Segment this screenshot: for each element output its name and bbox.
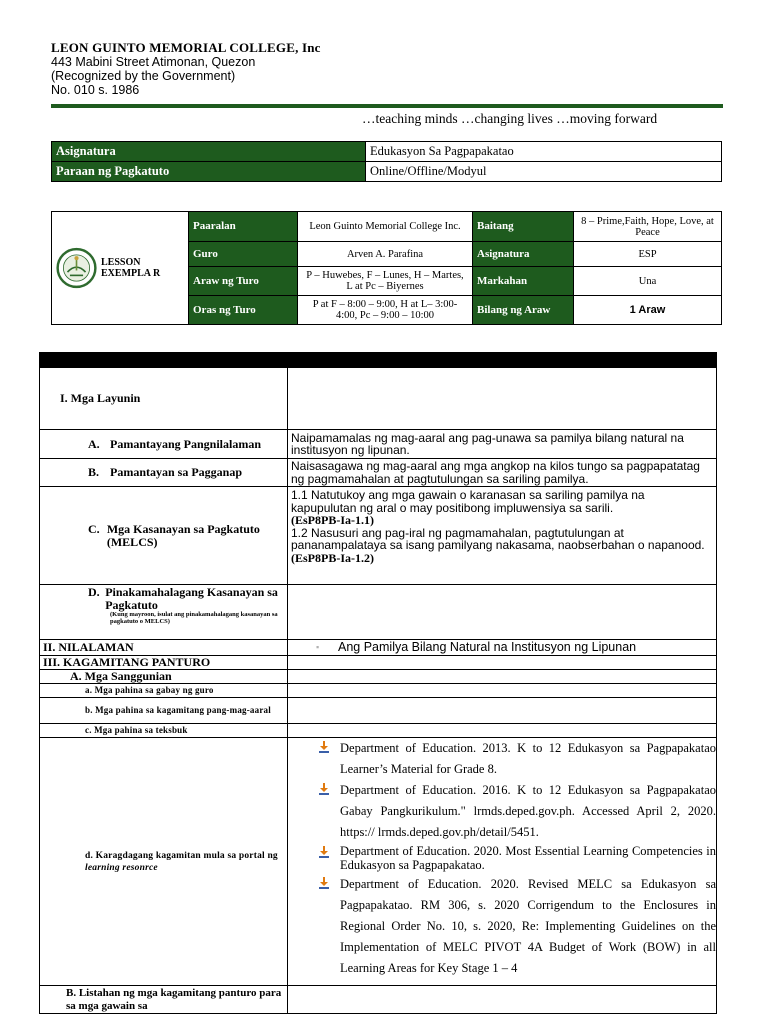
references-cell xyxy=(288,738,717,986)
objective-label xyxy=(40,487,288,585)
exemplar-value: P at F – 8:00 – 9:00, H at L– 3:00- 4:00, Pc – 9:00 – 10:00 xyxy=(298,296,473,325)
nilalaman-label: II. NILALAMAN xyxy=(40,640,288,656)
nilalaman-row xyxy=(40,640,717,656)
objective-title: Pamantayan sa Pagganap xyxy=(110,465,243,480)
exemplar-label: Bilang ng Araw xyxy=(473,296,574,325)
sanggunian-label: A. Mga Sanggunian xyxy=(40,670,288,684)
objective-label xyxy=(40,459,288,487)
school-tagline: …teaching minds …changing lives …moving forward xyxy=(362,111,658,126)
bullet-arrow-icon xyxy=(318,741,330,753)
exemplar-value: ESP xyxy=(574,242,722,267)
exemplar-label: Asignatura xyxy=(473,242,574,267)
school-seal-icon xyxy=(56,243,97,293)
objective-letter: A. xyxy=(88,436,100,451)
bullet-arrow-icon xyxy=(318,877,330,889)
listahan-label: B. Listahan ng mga kagamitang panturo para sa mga gawain sa xyxy=(40,986,288,1014)
melcs-text: 1.2 Nasusuri ang pag-iral ng pagmamahalan, pagtutulungan at pananampalataya sa isang pamilyang nakasama, naobserbahan o napanood. xyxy=(291,525,705,552)
school-address: 443 Mabini Street Atimonan, Quezon xyxy=(51,55,256,69)
reference-item: Department of Education. 2020. Revised MELC sa Edukasyon sa Pagpapakatao. RM 306, s. 2020 Corrigendum to the Enclosures in Regional Order No. 10, s. 2020, Re: Implementing Guidelines on the Implementation of MELC PIVOT 4A Budget of Work (BOW) in all Learning Areas for Key Stage 1 – 4 xyxy=(288,874,716,985)
lesson-exemplar-table xyxy=(51,211,722,325)
melcs-code: (EsP8PB-Ia-1.1) xyxy=(291,513,374,527)
exemplar-row xyxy=(52,212,722,242)
layunin-label: I. Mga Layunin xyxy=(40,368,288,430)
sanggunian-sub-label: b. Mga pahina sa kagamitang pang-mag-aaral xyxy=(40,698,288,724)
exemplar-label: Markahan xyxy=(473,267,574,296)
listahan-row xyxy=(40,986,717,1014)
sanggunian-sub-row xyxy=(40,724,717,738)
subject-table xyxy=(51,141,722,182)
school-number: No. 010 s. 1986 xyxy=(51,83,140,97)
exemplar-label: Guro xyxy=(189,242,298,267)
kagamitan-row xyxy=(40,656,717,670)
bullet-icon: ▪ xyxy=(316,642,320,652)
references-row xyxy=(40,738,717,986)
subject-value: Edukasyon Sa Pagpapakatao xyxy=(366,142,722,162)
melcs-code: (EsP8PB-Ia-1.2) xyxy=(291,550,374,565)
exemplar-label: Oras ng Turo xyxy=(189,296,298,325)
objective-value: Naipamamalas ng mag-aaral ang pag-unawa sa pamilya bilang natural na institusyon ng lipunan. xyxy=(288,430,717,459)
kagamitan-label: III. KAGAMITANG PANTURO xyxy=(40,656,288,670)
objective-label xyxy=(40,430,288,459)
reference-item: Department of Education. 2016. K to 12 Edukasyon sa Pagpapakatao Gabay Pangkurikulum." lrmds.deped.gov.ph. Accessed April 2, 2020. https:// lrmds.deped.gov.ph/detail/5451. xyxy=(288,780,716,843)
objective-row xyxy=(40,585,717,640)
header-divider xyxy=(51,104,723,108)
subject-row xyxy=(52,162,722,182)
objective-row xyxy=(40,430,717,459)
sanggunian-row xyxy=(40,670,717,684)
subject-value: Online/Offline/Modyul xyxy=(366,162,722,182)
references-list xyxy=(288,738,716,985)
sanggunian-sub-label: c. Mga pahina sa teksbuk xyxy=(40,724,288,738)
sanggunian-sub-row xyxy=(40,684,717,698)
bullet-arrow-icon xyxy=(318,846,330,858)
melcs-cell xyxy=(288,487,717,585)
sanggunian-sub-row xyxy=(40,698,717,724)
exemplar-label: Baitang xyxy=(473,212,574,242)
exemplar-label: Paaralan xyxy=(189,212,298,242)
objective-row xyxy=(40,487,717,585)
nilalaman-value: Ang Pamilya Bilang Natural na Institusyon ng Lipunan xyxy=(338,640,637,655)
objective-row xyxy=(40,459,717,487)
subject-row xyxy=(52,142,722,162)
exemplar-value: Una xyxy=(574,267,722,296)
school-recognition: (Recognized by the Government) xyxy=(51,69,236,83)
objective-note: (Kung mayroon, isulat ang pinakamahalagang kasanayan sa pagkatuto o MELCS) xyxy=(110,611,278,625)
table-header-bar xyxy=(40,353,717,368)
school-name: LEON GUINTO MEMORIAL COLLEGE, Inc xyxy=(51,40,321,55)
reference-item: Department of Education. 2020. Most Essential Learning Competencies in Edukasyon sa Pagpapakatao. xyxy=(288,843,716,874)
objective-value: Naisasagawa ng mag-aaral ang mga angkop na kilos tungo sa pagpapatatag ng pagmamahalan at pagtutulungan sa sariling pamilya. xyxy=(288,459,717,487)
subject-label: Paraan ng Pagkatuto xyxy=(52,162,366,182)
melcs-text: 1.1 Natutukoy ang mga gawain o karanasan sa sariling pamilya na kapupulutan ng aral o may positibong impluwensiya sa sarili. xyxy=(291,488,645,515)
objective-title: Mga Kasanayan sa Pagkatuto (MELCS) xyxy=(106,522,260,549)
lesson-exemplar-title: LESSON EXEMPLA R xyxy=(101,257,161,279)
exemplar-value: 8 – Prime,Faith, Hope, Love, at Peace xyxy=(574,212,722,242)
bullet-arrow-icon xyxy=(318,783,330,795)
sanggunian-sub-label: a. Mga pahina sa gabay ng guro xyxy=(40,684,288,698)
reference-item: Department of Education. 2013. K to 12 Edukasyon sa Pagpapakatao Learner’s Material for Grade 8. xyxy=(288,738,716,780)
objective-letter: D. xyxy=(88,585,100,599)
exemplar-value: P – Huwebes, F – Lunes, H – Martes, L at Pc – Biyernes xyxy=(298,267,473,296)
objective-label xyxy=(40,585,288,640)
references-label: d. Karagdagang kagamitan mula sa portal ng learning resonrce xyxy=(40,738,288,986)
exemplar-value: Leon Guinto Memorial College Inc. xyxy=(298,212,473,242)
school-header xyxy=(51,40,321,97)
layunin-row xyxy=(40,368,717,430)
exemplar-label: Araw ng Turo xyxy=(189,267,298,296)
objective-title: Pamantayang Pangnilalaman xyxy=(110,436,262,451)
objective-letter: B. xyxy=(88,465,100,480)
nilalaman-cell xyxy=(288,640,717,656)
lesson-plan-table xyxy=(39,352,717,1014)
logo-cell xyxy=(52,212,189,325)
subject-label: Asignatura xyxy=(52,142,366,162)
objective-letter: C. xyxy=(88,522,100,536)
exemplar-value: 1 Araw xyxy=(574,296,722,325)
objective-title: Pinakamahalagang Kasanayan sa Pagkatuto xyxy=(105,585,278,612)
exemplar-value: Arven A. Parafina xyxy=(298,242,473,267)
